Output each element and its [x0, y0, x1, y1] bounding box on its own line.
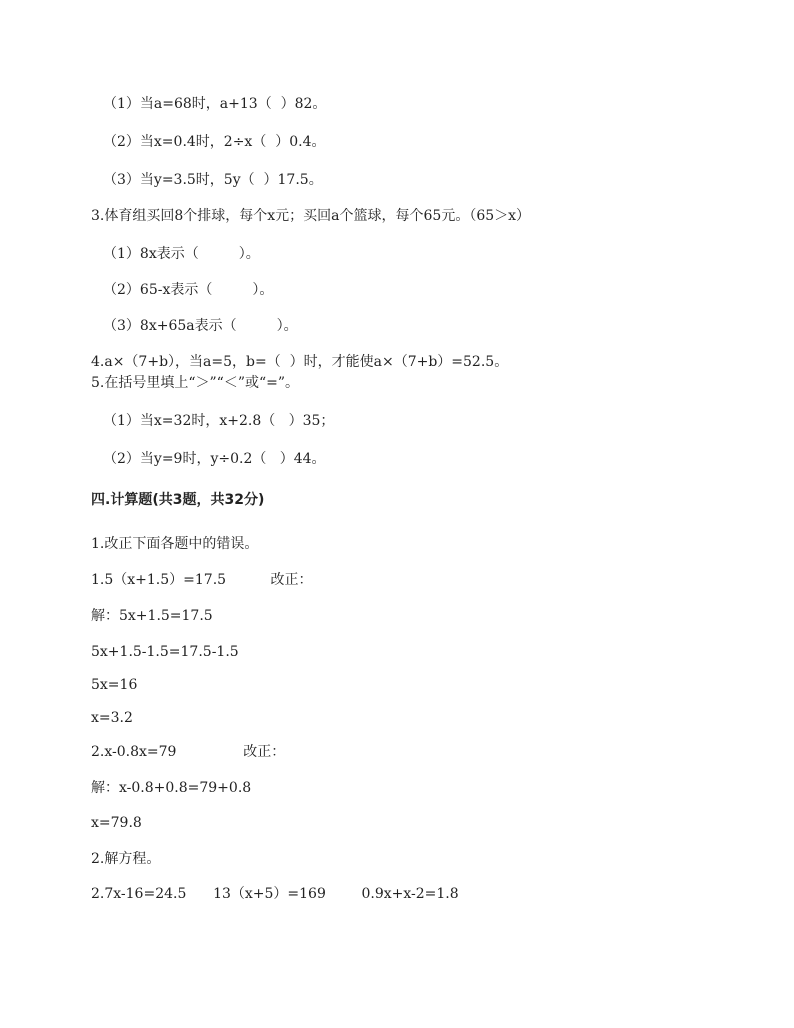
calc-1-problem-b: 2.x-0.8x=79 改正：	[91, 744, 286, 760]
calc-1-problem-a: 1.5（x+1.5）=17.5 改正：	[91, 572, 313, 588]
calc-1-a-step-4: x=3.2	[91, 710, 133, 726]
calc-1-b-step-2: x=79.8	[91, 815, 142, 831]
calc-1-a-step-1: 解：5x+1.5=17.5	[91, 608, 213, 624]
question-3-item-3: （3）8x+65a表示（ ）。	[103, 318, 298, 334]
question-2-item-1: （1）当a=68时，a+13（ ）82。	[103, 96, 327, 112]
calc-1-stem: 1.改正下面各题中的错误。	[91, 536, 259, 552]
question-2-item-3: （3）当y=3.5时，5y（ ）17.5。	[103, 172, 323, 188]
question-3-item-1: （1）8x表示（ ）。	[103, 246, 260, 262]
question-5-item-1: （1）当x=32时，x+2.8（ ）35；	[103, 413, 335, 429]
calc-1-a-step-2: 5x+1.5-1.5=17.5-1.5	[91, 644, 239, 660]
question-3-stem: 3.体育组买回8个排球，每个x元；买回a个篮球，每个65元。（65＞x）	[91, 208, 531, 224]
calc-1-b-step-1: 解：x-0.8+0.8=79+0.8	[91, 780, 252, 796]
question-5-item-2: （2）当y=9时，y÷0.2（ ）44。	[103, 451, 326, 467]
calc-2-stem: 2.解方程。	[91, 851, 161, 867]
calc-2-equations: 2.7x-16=24.5 13（x+5）=169 0.9x+x-2=1.8	[91, 886, 459, 902]
question-5-stem: 5.在括号里填上“＞”“＜”或“=”。	[91, 375, 300, 391]
calc-1-a-step-3: 5x=16	[91, 677, 138, 693]
question-2-item-2: （2）当x=0.4时，2÷x（ ）0.4。	[103, 134, 326, 150]
section-heading: 四.计算题(共3题，共32分)	[91, 492, 265, 508]
question-3-item-2: （2）65-x表示（ ）。	[103, 282, 274, 298]
question-4-stem: 4.a×（7+b），当a=5，b=（ ）时，才能使a×（7+b）=52.5。	[91, 354, 509, 370]
